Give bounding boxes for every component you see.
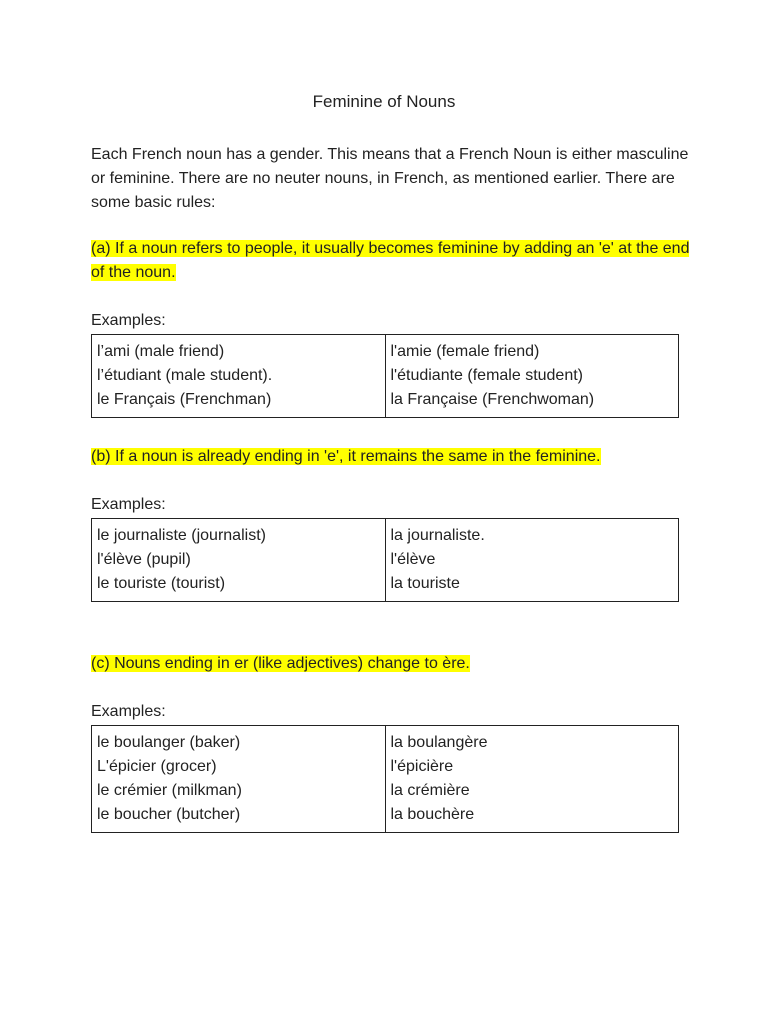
masculine-example: le journaliste (journalist)	[97, 527, 266, 544]
rule-c-text: (c) Nouns ending in er (like adjectives) change to ère.	[91, 655, 470, 672]
table-row	[92, 519, 679, 602]
feminine-cell	[385, 335, 679, 418]
feminine-example: la boulangère	[390, 734, 488, 751]
feminine-example: la bouchère	[390, 806, 475, 823]
examples-label-a: Examples:	[91, 312, 166, 329]
masculine-cell	[92, 726, 386, 833]
rule-c	[91, 652, 691, 676]
masculine-example: l'élève (pupil)	[97, 551, 191, 568]
examples-table-b	[91, 518, 679, 602]
examples-table-a	[91, 334, 679, 418]
feminine-example: la crémière	[390, 782, 470, 799]
rule-b	[91, 445, 691, 469]
feminine-example: l'amie (female friend)	[390, 343, 540, 360]
masculine-example: le Français (Frenchman)	[97, 391, 272, 408]
feminine-example: la touriste	[390, 575, 460, 592]
masculine-example: le touriste (tourist)	[97, 575, 226, 592]
examples-label-b: Examples:	[91, 496, 166, 513]
masculine-cell	[92, 335, 386, 418]
rule-b-text: (b) If a noun is already ending in 'e', it remains the same in the feminine.	[91, 448, 601, 465]
table-row	[92, 726, 679, 833]
page-title: Feminine of Nouns	[312, 92, 456, 111]
feminine-example: l'étudiante (female student)	[390, 367, 583, 384]
feminine-example: l'élève	[390, 551, 436, 568]
feminine-cell	[385, 519, 679, 602]
feminine-example: la Française (Frenchwoman)	[390, 391, 595, 408]
masculine-example: le crémier (milkman)	[97, 782, 242, 799]
masculine-example: le boucher (butcher)	[97, 806, 241, 823]
masculine-example: L'épicier (grocer)	[97, 758, 217, 775]
rule-a	[91, 237, 691, 285]
feminine-example: la journaliste.	[390, 527, 485, 544]
examples-label-c: Examples:	[91, 703, 166, 720]
feminine-cell	[385, 726, 679, 833]
examples-table-c	[91, 725, 679, 833]
masculine-example: le boulanger (baker)	[97, 734, 241, 751]
masculine-cell	[92, 519, 386, 602]
table-row	[92, 335, 679, 418]
feminine-example: l'épicière	[390, 758, 454, 775]
masculine-example: l’ami (male friend)	[97, 343, 225, 360]
intro-paragraph: Each French noun has a gender. This means that a French Noun is either masculine or feminine. There are no neuter nouns, in French, as mentioned earlier. There are some basic rules:	[91, 146, 689, 211]
rule-a-text: (a) If a noun refers to people, it usually becomes feminine by adding an 'e' at the end of the noun.	[91, 240, 690, 281]
masculine-example: l’étudiant (male student).	[97, 367, 273, 384]
